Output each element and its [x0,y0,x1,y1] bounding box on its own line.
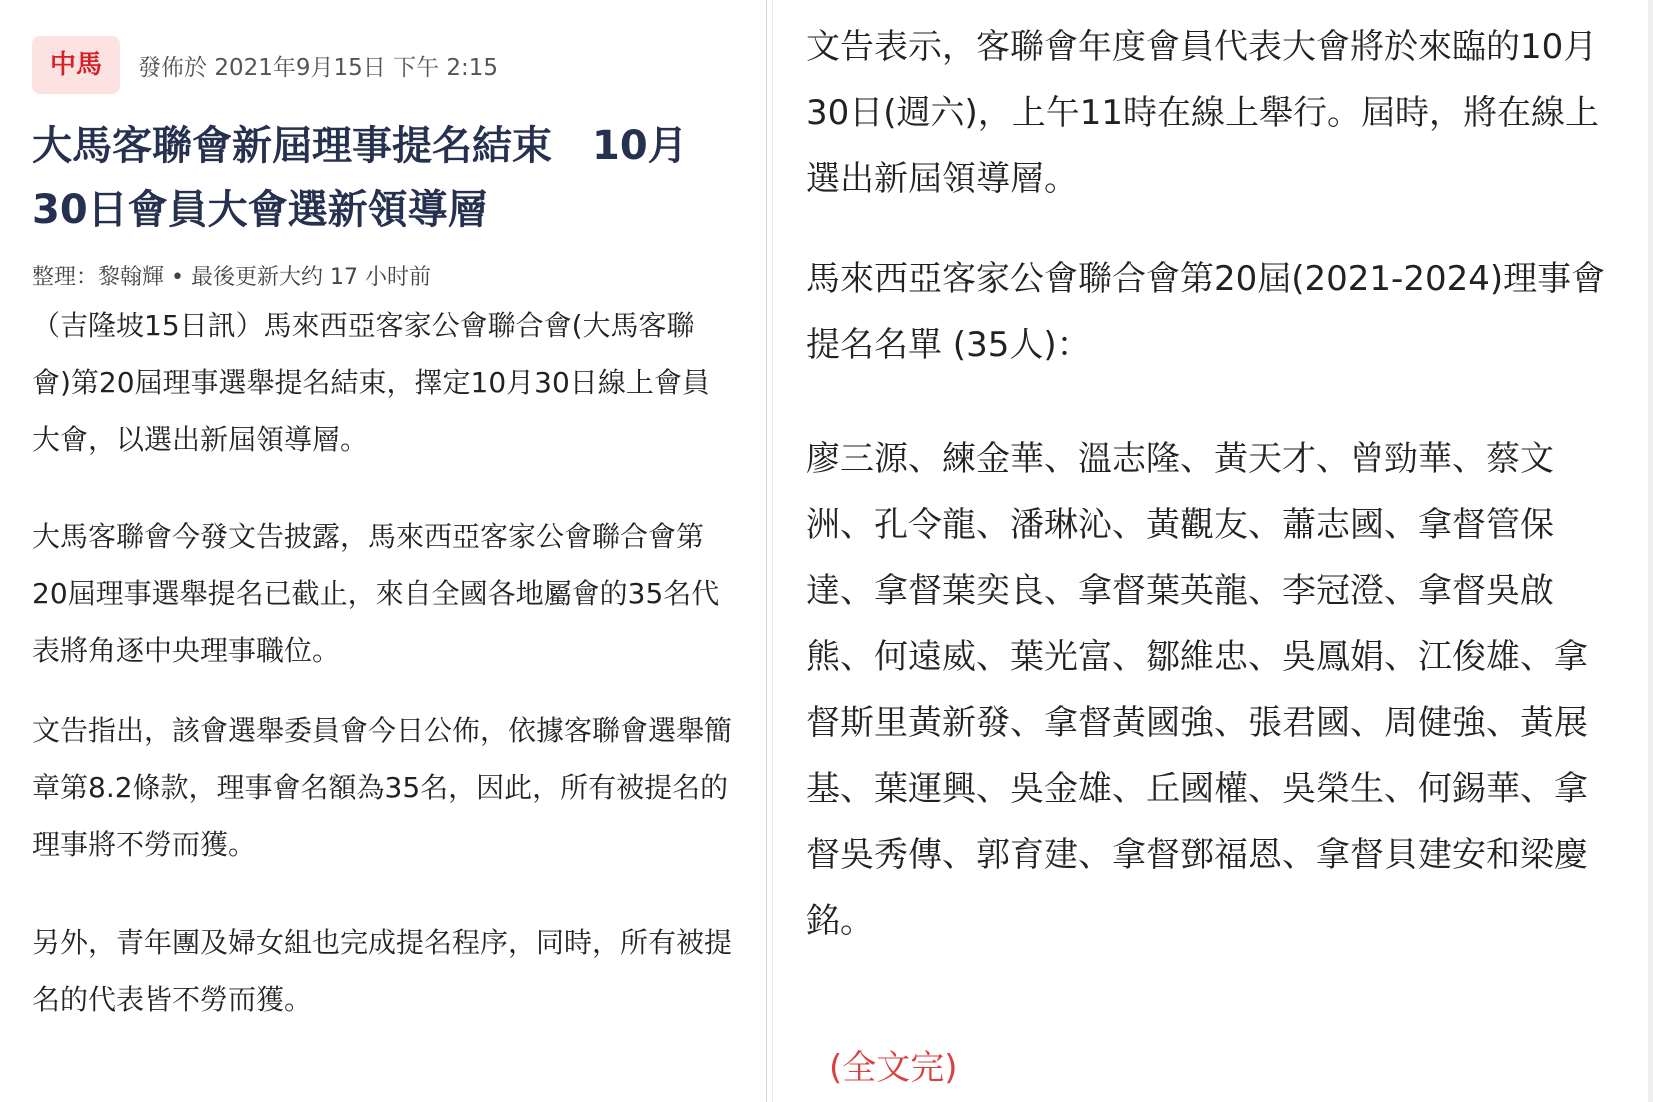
article-paragraph: 文告表示，客聯會年度會員代表大會將於來臨的10月30日(週六)，上午11時在線上舉行。屆時，將在線上選出新屆領導層。 [806,27,1600,199]
category-tag[interactable]: 中馬 [32,36,120,94]
article-paragraph: 文告指出，該會選舉委員會今日公佈，依據客聯會選舉簡章第8.2條款，理事會名額為35名，因此，所有被提名的理事將不勞而獲。 [32,714,733,861]
screenshot-divider [766,0,773,1102]
article-paragraph: 另外，青年團及婦女組也完成提名程序，同時，所有被提名的代表皆不勞而獲。 [32,926,733,1016]
article-paragraph: （吉隆坡15日訊）馬來西亞客家公會聯合會(大馬客聯會)第20屆理事選舉提名結束，擇定10月30日線上會員大會，以選出新屆領導層。 [32,309,710,456]
scroll-edge [1648,0,1653,1102]
article-byline: 整理：黎翰輝 • 最後更新大约 17 小时前 [32,265,431,290]
publish-date: 發佈於 2021年9月15日 下午 2:15 [138,54,499,81]
article-paragraph: 馬來西亞客家公會聯合會第20屆(2021-2024)理事會提名名單 (35人)： [806,259,1606,365]
article-screenshot-left [0,0,766,1102]
nominee-list: 廖三源、練金華、溫志隆、黃天才、曾勁華、蔡文洲、孔令龍、潘琳沁、黃觀友、蕭志國、拿督管保達、拿督葉奕良、拿督葉英龍、李冠澄、拿督吳啟熊、何遠威、葉光富、鄒維忠、吳鳳娟、江俊雄、拿督斯里黃新發、拿督黃國強、張君國、周健強、黃展基、葉運興、吳金雄、丘國權、吳榮生、何錫華、拿督吳秀傳、郭育建、拿督鄧福恩、拿督貝建安和梁慶銘。 [806,439,1588,941]
article-meta [32,36,498,94]
end-of-article-mark: (全文完) [829,1048,958,1088]
article-paragraph: 大馬客聯會今發文告披露，馬來西亞客家公會聯合會第20屆理事選舉提名已截止，來自全國各地屬會的35名代表將角逐中央理事職位。 [32,520,720,667]
article-headline: 大馬客聯會新屆理事提名結束 10月30日會員大會選新領導層 [32,123,688,233]
article-screenshot-right [773,0,1653,1102]
